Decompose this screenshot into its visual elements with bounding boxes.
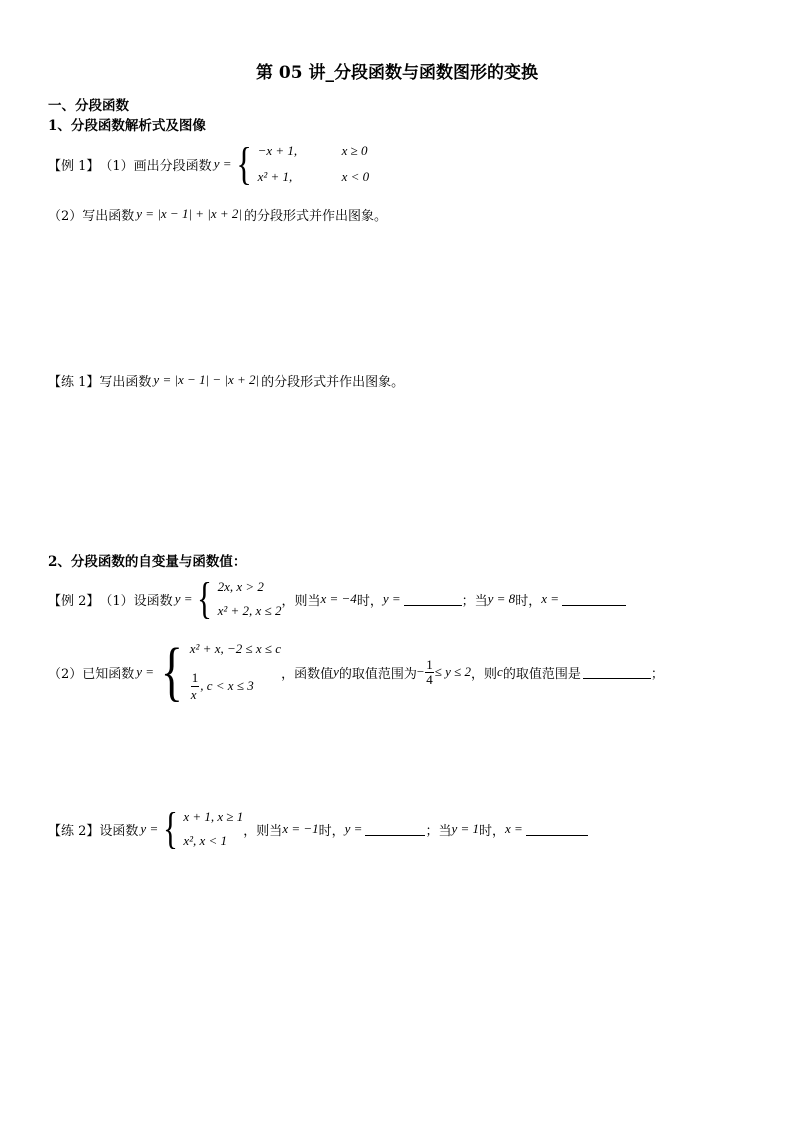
text-function-value: ，函数值 bbox=[281, 666, 334, 682]
text-time: 时， bbox=[356, 593, 383, 609]
case-2-cond: x < 0 bbox=[341, 168, 370, 184]
subsection-heading-2: 2、分段函数的自变量与函数值： bbox=[48, 554, 247, 570]
case-2-cond: , c < x ≤ 3 bbox=[200, 678, 254, 694]
fraction-denominator: x bbox=[190, 686, 197, 702]
case-2: x², x < 1 bbox=[183, 832, 228, 848]
case-1: x² + x, −2 ≤ x ≤ c bbox=[189, 641, 282, 656]
piecewise-cases bbox=[258, 143, 370, 185]
case-1-cond: x ≥ 0 bbox=[341, 143, 368, 158]
case-2: x² + 2, x ≤ 2 bbox=[217, 602, 282, 618]
practice-2-label: 设函数 bbox=[99, 823, 139, 839]
fraction-numerator: 1 bbox=[426, 656, 433, 672]
y-equals: y = bbox=[213, 156, 232, 171]
example-2-part-1-label: （1）设函数 bbox=[99, 593, 173, 609]
variable-y: y bbox=[333, 664, 339, 679]
subsection-heading-1: 1、分段函数解析式及图像 bbox=[48, 118, 206, 134]
case-row-1 bbox=[258, 143, 370, 159]
y-equals-answer: y = bbox=[382, 591, 401, 606]
case-1: x + 1, x ≥ 1 bbox=[183, 809, 244, 824]
condition-y: y = 1 bbox=[451, 821, 480, 836]
y-equals: y = bbox=[174, 591, 193, 606]
y-equals: y = bbox=[136, 664, 155, 679]
piecewise-cases bbox=[190, 641, 281, 703]
x-equals-answer: x = bbox=[541, 591, 559, 606]
text-time: 时， bbox=[318, 823, 345, 839]
text-end: ； bbox=[650, 666, 664, 682]
left-brace: { bbox=[163, 804, 179, 853]
practice-1-label: 写出函数 bbox=[99, 374, 152, 390]
y-equals-answer: y = bbox=[344, 821, 363, 836]
practice-1 bbox=[48, 370, 404, 390]
text-then-when: ，则当 bbox=[243, 823, 283, 839]
example-2-part-2-label: （2）已知函数 bbox=[48, 666, 135, 682]
answer-blank-y[interactable] bbox=[365, 823, 425, 836]
case-1-expr: −x + 1, bbox=[257, 143, 298, 158]
answer-blank-x[interactable] bbox=[562, 593, 626, 606]
page-title: 第 05 讲_分段函数与函数图形的变换 bbox=[256, 63, 538, 83]
x-equals-answer: x = bbox=[505, 821, 523, 836]
piecewise-cases bbox=[218, 579, 282, 619]
section-heading-1: 一、分段函数 bbox=[48, 98, 129, 114]
example-1-tag: 【例 1】 bbox=[48, 158, 100, 174]
example-1-part-1 bbox=[48, 140, 369, 188]
condition-x: x = −1 bbox=[282, 821, 319, 836]
practice-1-expr: y = |x − 1| − |x + 2| bbox=[153, 372, 260, 387]
example-1-part-2-tail: 的分段形式并作出图象。 bbox=[243, 208, 387, 224]
case-row-2 bbox=[190, 670, 281, 704]
practice-2-tag: 【练 2】 bbox=[48, 823, 100, 839]
example-1-part-1-label: （1）画出分段函数 bbox=[99, 158, 212, 174]
y-equals: y = bbox=[140, 821, 159, 836]
text-time: 时， bbox=[515, 593, 542, 609]
left-brace: { bbox=[236, 138, 253, 189]
practice-1-tag: 【练 1】 bbox=[48, 374, 100, 390]
text-time: 时， bbox=[479, 823, 506, 839]
example-1-part-2 bbox=[48, 204, 387, 224]
answer-blank-x[interactable] bbox=[526, 823, 588, 836]
fraction-denominator: 4 bbox=[426, 671, 433, 687]
text-separator: ；当 bbox=[425, 823, 452, 839]
left-brace: { bbox=[160, 635, 184, 708]
text-range-of-c: 的取值范围是 bbox=[502, 666, 581, 682]
condition-y: y = 8 bbox=[487, 591, 516, 606]
left-brace: { bbox=[197, 574, 213, 623]
case-1: 2x, x > 2 bbox=[217, 579, 264, 594]
fraction-numerator: 1 bbox=[191, 670, 200, 687]
minus-sign: − bbox=[416, 664, 425, 679]
text-range: 的取值范围为 bbox=[338, 666, 417, 682]
text-then-when: ，则当 bbox=[281, 593, 321, 609]
fraction-one-over-x bbox=[191, 670, 200, 704]
piecewise-cases bbox=[183, 809, 243, 849]
fraction-one-quarter bbox=[425, 658, 434, 686]
text-separator: ；当 bbox=[461, 593, 488, 609]
example-2-part-2 bbox=[48, 635, 664, 708]
answer-blank-c[interactable] bbox=[583, 666, 651, 679]
text-then: ，则 bbox=[471, 666, 498, 682]
example-1-part-2-expr: y = |x − 1| + |x + 2| bbox=[136, 206, 242, 221]
case-2-expr: x² + 1, bbox=[257, 168, 293, 184]
example-1-part-2-label: （2）写出函数 bbox=[48, 208, 135, 224]
inequality: ≤ y ≤ 2 bbox=[434, 664, 472, 679]
example-2-part-1 bbox=[48, 576, 626, 622]
condition-x: x = −4 bbox=[320, 591, 357, 606]
practice-1-tail: 的分段形式并作出图象。 bbox=[261, 374, 405, 390]
example-2-tag: 【例 2】 bbox=[48, 593, 100, 609]
case-row-2 bbox=[258, 169, 370, 185]
variable-c: c bbox=[497, 664, 503, 679]
answer-blank-y[interactable] bbox=[404, 593, 462, 606]
practice-2 bbox=[48, 806, 588, 852]
